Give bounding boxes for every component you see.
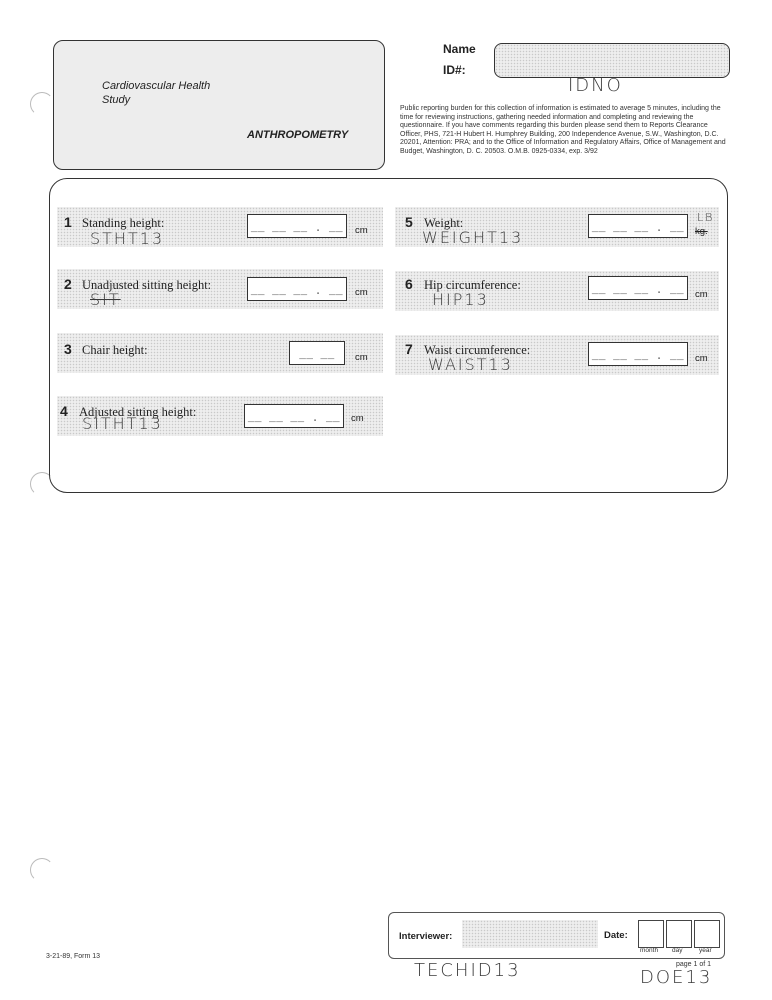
date-month-label: month [640,947,659,954]
question-number: 4 [60,403,68,419]
unit-label: cm [695,353,708,364]
variable-annotation: WAIST13 [428,355,513,374]
question-number: 3 [64,341,72,357]
unit-label: kg. [695,226,708,237]
variable-annotation: SITHT13 [82,414,163,433]
date-year-label: year [699,947,712,954]
date-year-field[interactable] [694,920,720,948]
date-month-field[interactable] [638,920,664,948]
form-title-box [53,40,385,170]
waist-circumference-input[interactable]: __ __ __ . __ [588,342,688,366]
standing-height-input[interactable]: __ __ __ . __ [247,214,347,238]
question-label: Waist circumference: [424,343,531,357]
chair-height-input[interactable]: __ __ [289,341,345,365]
weight-input[interactable]: __ __ __ . __ [588,214,688,238]
variable-annotation: SIT [90,290,121,309]
unit-label: cm [695,289,708,300]
variable-annotation: STHT13 [90,229,165,248]
question-number: 6 [405,276,413,292]
unadjusted-sitting-height-input[interactable]: __ __ __ . __ [247,277,347,301]
unit-label: cm [355,287,368,298]
question-label: Chair height: [82,343,148,357]
name-label: Name [443,42,476,56]
question-number: 5 [405,214,413,230]
question-number: 2 [64,276,72,292]
date-variable-annotation: DOE13 [640,967,713,988]
question-label: Weight: [424,216,464,230]
form-id: 3-21-89, Form 13 [46,953,101,960]
question-label: Adjusted sitting height: [79,405,197,419]
unit-label: cm [351,413,364,424]
unit-annotation: LB [697,211,715,224]
interviewer-field[interactable] [462,920,598,948]
interviewer-label: Interviewer: [399,931,453,942]
question-label: Hip circumference: [424,278,521,292]
question-label: Standing height: [82,216,165,230]
question-number: 7 [405,341,413,357]
variable-annotation: WEIGHT13 [422,228,524,247]
question-number: 1 [64,214,72,230]
burden-statement: Public reporting burden for this collection of information is estimated to average 5 minutes, including the time for reviewing instructions, gathering needed information and completing and reviewing the questionnaire. If you have comments regarding this burden please send them to Reports Clearance Officer, PHS, 721-H Hubert H. Humphrey Building, 200 Independence Avenue, S.W., Washington, D.C. 20201, Attention: PRA; and to the Office of Information and Regulatory Affairs, Office of Management and Budget, Washington, D. C. 20503. O.M.B. 0925-0334, exp. 3/92 [400,105,726,155]
date-day-label: day [672,947,683,954]
page-number: page 1 of 1 [676,961,712,968]
unit-label: cm [355,225,368,236]
id-label: ID#: [443,63,466,77]
punch-hole-top [30,92,54,116]
hip-circumference-input[interactable]: __ __ __ . __ [588,276,688,300]
study-name: Cardiovascular Health Study [102,80,211,106]
question-label: Unadjusted sitting height: [82,278,212,292]
date-day-field[interactable] [666,920,692,948]
date-label: Date: [604,930,628,941]
punch-hole-bottom [30,858,54,882]
unit-label: cm [355,352,368,363]
form-title: ANTHROPOMETRY [247,129,349,141]
adjusted-sitting-height-input[interactable]: __ __ __ . __ [244,404,344,428]
interviewer-variable-annotation: TECHID13 [414,960,521,981]
name-id-field[interactable] [494,43,730,78]
id-variable-annotation: IDNO [568,75,623,96]
variable-annotation: HIP13 [432,290,489,309]
